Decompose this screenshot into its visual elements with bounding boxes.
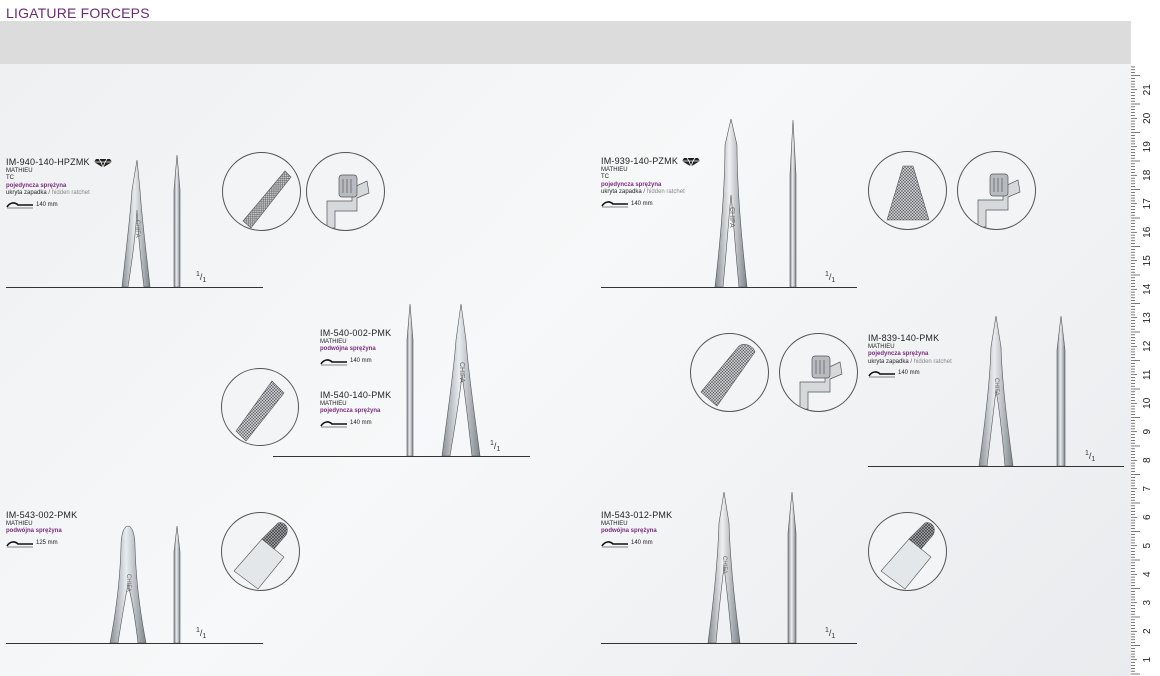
ruler-length-icon [320,358,348,366]
length-label: 140 mm [350,419,372,426]
product-code: IM-540-140-PMK [320,390,392,400]
scale-fraction: $^1/_1$ [490,440,501,453]
ruler-number: 10 [1142,397,1153,409]
ruler-length-icon [601,200,629,208]
divider-line [6,287,263,288]
product-code: IM-543-012-PMK [601,510,673,520]
ruler-length-icon [601,540,629,548]
brand-label: MATHIEU [6,521,33,527]
product-code: IM-939-140-PZMK [601,156,679,166]
divider-line [601,643,857,644]
ruler-number: 11 [1142,369,1153,380]
length-label: 140 mm [631,200,653,207]
ruler-number: 5 [1142,542,1153,549]
brand-label: MATHIEU [6,168,33,174]
divider-line [601,287,857,288]
spring-type-label: podwójna sprężyna [601,528,657,535]
tip-detail-circle-im-940 [222,152,301,231]
ratchet-detail-circle-im-939 [957,151,1036,230]
ruler-number: 20 [1142,112,1153,124]
ruler-number: 17 [1142,198,1153,210]
ratchet-label: ukryta zapadka / hidden ratchet [6,189,90,196]
brand-label: MATHIEU [320,339,347,345]
engraving-text: CHIFA [458,362,465,383]
ruler-number: 9 [1142,428,1153,435]
product-info-im-839 [868,333,952,378]
product-info-im-939 [601,156,701,208]
brand-label: MATHIEU [601,167,628,173]
forceps-illustration-im-939 [705,115,815,290]
spring-type-label: podwójna sprężyna [6,528,62,535]
header-band [0,21,1131,64]
engraving-text: CHIFA [993,378,999,396]
ruler-number: 1 [1142,656,1153,663]
engraving-text: CHIFA [134,220,140,238]
scale-fraction: $^1/_1$ [1085,450,1096,463]
divider-line [6,643,263,644]
ruler-numbers [1142,84,1153,663]
ruler-ticks [1131,67,1140,674]
diamond-tc-icon [681,157,701,167]
spring-type-label: pojedyncza sprężyna [6,182,67,189]
scale-fraction: $^1/_1$ [196,271,207,284]
ruler-number: 12 [1142,340,1153,352]
product-code: IM-940-140-HPZMK [6,157,90,167]
product-info-im-540-140 [320,390,391,428]
length-label: 140 mm [898,370,920,377]
tip-detail-circle-im-540 [221,368,299,446]
ruler-number: 15 [1142,255,1153,267]
tip-detail-circle-im-543-012 [868,512,947,591]
brand-label: MATHIEU [320,401,347,407]
product-info-im-543-002 [6,510,77,548]
tip-detail-circle-im-939 [868,151,947,230]
ruler-length-icon [6,540,34,548]
product-code: IM-543-002-PMK [6,510,78,520]
ruler-length-icon [868,370,896,378]
engraving-text: CHIFA [721,556,727,574]
ruler-number: 7 [1142,485,1153,492]
spring-type-label: podwójna sprężyna [320,346,376,353]
tc-label: TC [6,175,14,182]
forceps-illustration-im-543-002 [104,522,194,645]
ruler-number: 19 [1142,141,1153,153]
ratchet-label: ukryta zapadka / hidden ratchet [868,358,952,365]
engraving-text: CHIFA [125,574,131,592]
engraving-text: CHIFA [728,207,735,228]
forceps-illustration-im-940 [110,150,200,290]
forceps-illustration-im-543-012 [700,488,810,645]
ruler-number: 16 [1142,226,1153,238]
ruler-number: 3 [1142,599,1153,606]
ratchet-label: ukryta zapadka / hidden ratchet [601,188,685,195]
divider-line [273,456,530,457]
scale-fraction: $^1/_1$ [825,627,836,640]
ruler-number: 14 [1142,283,1153,295]
product-info-im-940 [6,157,113,209]
tip-detail-circle-im-839 [690,333,769,412]
ruler-number: 2 [1142,628,1153,635]
product-info-im-540-002 [320,328,391,366]
forceps-illustration-im-839 [975,312,1075,468]
ruler-number: 18 [1142,169,1153,181]
product-code: IM-540-002-PMK [320,328,392,338]
length-label: 125 mm [36,539,58,546]
ruler-length-icon [6,201,34,209]
ratchet-detail-circle-im-839 [779,333,858,412]
spring-type-label: pojedyncza sprężyna [868,351,929,358]
ratchet-detail-circle-im-940 [306,152,385,231]
brand-label: MATHIEU [868,344,895,350]
forceps-illustration-im-540 [398,300,488,458]
product-info-im-543-012 [601,510,672,548]
ruler-number: 4 [1142,571,1153,578]
measuring-ruler [1131,64,1160,676]
product-code: IM-839-140-PMK [868,333,940,343]
length-label: 140 mm [36,201,58,208]
scale-fraction: $^1/_1$ [196,627,207,640]
ruler-number: 13 [1142,312,1153,324]
ruler-number: 6 [1142,514,1153,521]
length-label: 140 mm [631,539,653,546]
scale-fraction: $^1/_1$ [825,271,836,284]
page-title: LIGATURE FORCEPS [6,5,150,21]
brand-label: MATHIEU [601,521,628,527]
ruler-length-icon [320,420,348,428]
ruler-number: 8 [1142,457,1153,464]
length-label: 140 mm [350,357,372,364]
ruler-number: 21 [1142,84,1153,96]
spring-type-label: pojedyncza sprężyna [601,181,662,188]
divider-line [868,466,1124,467]
spring-type-label: pojedyncza sprężyna [320,408,381,415]
tc-label: TC [601,174,609,181]
tip-detail-circle-im-543-002 [221,512,300,591]
